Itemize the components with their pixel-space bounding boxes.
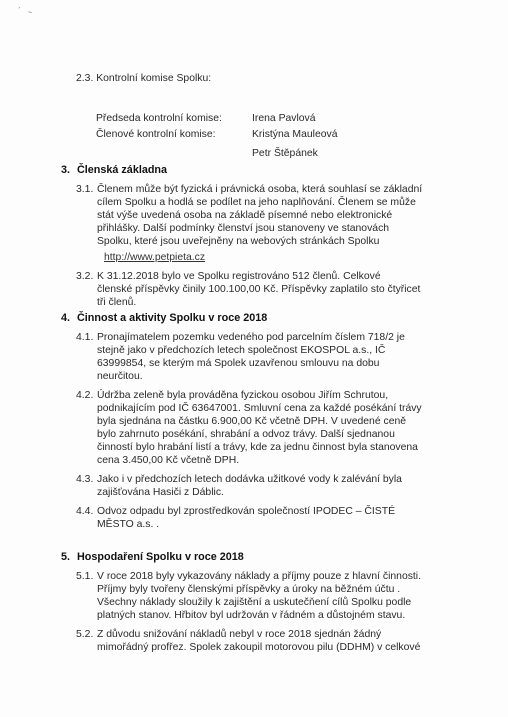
section-3-number: 3. [61, 164, 71, 176]
paragraph-line: platných stanov. Hřbitov byl udržován v řádném a důstojném stavu. [97, 610, 406, 621]
paragraph-number: 5.2. [76, 629, 94, 640]
paragraph-line: V roce 2018 byly vykazovány náklady a příjmy pouze z hlavní činnosti. [97, 571, 422, 582]
paragraph-line: Příjmy byly tvořeny členskými příspěvky a úroky na běžném účtu . [97, 584, 401, 595]
section-5-number: 5. [61, 551, 71, 563]
paragraph-line: stát výše uvedená osoba na základě písemné nebo elektronické [97, 210, 393, 221]
paragraph-line: cílem Spolku a hodlá se podílet na jeho naplňování. Členem se může [97, 197, 416, 208]
website-link[interactable]: http://www.petpieta.cz [104, 252, 206, 263]
paragraph-line: byla sjednána na částku 6.900,00 Kč včetně DPH. V uvedené ceně [97, 416, 407, 427]
member-name: Petr Štěpánek [252, 148, 318, 159]
paragraph-line: podnikajícím pod IČ 63647001. Smluvní cena za každé posékání trávy [97, 403, 422, 414]
paragraph-number: 4.3. [76, 474, 94, 485]
chair-label: Předseda kontrolní komise: [96, 113, 222, 124]
paragraph-number: 4.1. [76, 332, 94, 343]
paragraph-number: 3.1. [76, 184, 94, 195]
section-5-heading: Hospodaření Spolku v roce 2018 [77, 551, 244, 563]
paragraph-line: Odvoz odpadu byl zprostředkován společností IPODEC – ČISTÉ [97, 506, 396, 517]
paragraph-line: 63999854, se kterým má Spolek uzavřenou smlouvu na dobu [97, 358, 380, 369]
paragraph-line: činností bylo hrabání listí a trávy, kde za jednu činnost byla stanovena [97, 442, 418, 453]
paragraph-line: Spolku, které jsou uveřejněny na webových stránkách Spolku [97, 236, 380, 247]
members-label: Členové kontrolní komise: [96, 129, 216, 140]
paragraph-line: Pronajímatelem pozemku vedeného pod parcelním číslem 718/2 je [97, 332, 405, 343]
section-4-number: 4. [61, 312, 71, 324]
paragraph-number: 3.2. [76, 271, 94, 282]
paragraph-line: Členem může být fyzická i právnická osoba, která souhlasí se základní [97, 184, 423, 195]
paragraph-line: bylo zahrnuto posékání, shrabání a odvoz trávy. Další sjednanou [97, 429, 395, 440]
paragraph-line: K 31.12.2018 bylo ve Spolku registrováno 512 členů. Celkové [97, 271, 381, 282]
chair-value: Irena Pavlová [252, 113, 316, 124]
paragraph-line: Všechny náklady sloužily k zajištění a uskutečňení cílů Spolku podle [97, 597, 412, 608]
paragraph-line: mimořádný profřez. Spolek zakoupil motorovou pilu (DDHM) v celkové [97, 642, 421, 653]
paragraph-line: Údržba zeleně byla prováděna fyzickou osobou Jiřím Schrutou, [97, 390, 389, 401]
paragraph-line: Z důvodu snižování nákladů nebyl v roce 2018 sjednán žádný [97, 629, 382, 640]
section-2-3-title: 2.3. Kontrolní komise Spolku: [76, 73, 212, 84]
corner-mark: ´ ·̵ [18, 6, 33, 16]
paragraph-line: tři členů. [97, 297, 137, 308]
paragraph-line: Jako i v předchozích letech dodávka užitkové vody k zalévání byla [97, 474, 402, 485]
paragraph-line: cena 3.450,00 Kč včetně DPH. [97, 455, 240, 466]
paragraph-number: 5.1. [76, 571, 94, 582]
paragraph-number: 4.2. [76, 390, 94, 401]
paragraph-line: členské příspěvky činily 100.100,00 Kč. Příspěvky zaplatilo sto čtyřicet [97, 284, 421, 295]
paragraph-number: 4.4. [76, 506, 94, 517]
paragraph-line: MĚSTO a.s. . [97, 519, 160, 530]
paragraph-line: stejně jako v předchozích letech společnost EKOSPOL a.s., IČ [97, 345, 386, 356]
paragraph-line: přihlášky. Další podmínky členství jsou stanoveny ve stanovách [97, 223, 390, 234]
section-3-heading: Členská základna [77, 164, 168, 176]
paragraph-line: zajišťována Hasiči z Dáblic. [97, 487, 224, 498]
section-4-heading: Činnost a aktivity Spolku v roce 2018 [77, 312, 268, 324]
paragraph-line: neurčitou. [97, 371, 143, 382]
member-name: Kristýna Mauleová [252, 129, 338, 140]
